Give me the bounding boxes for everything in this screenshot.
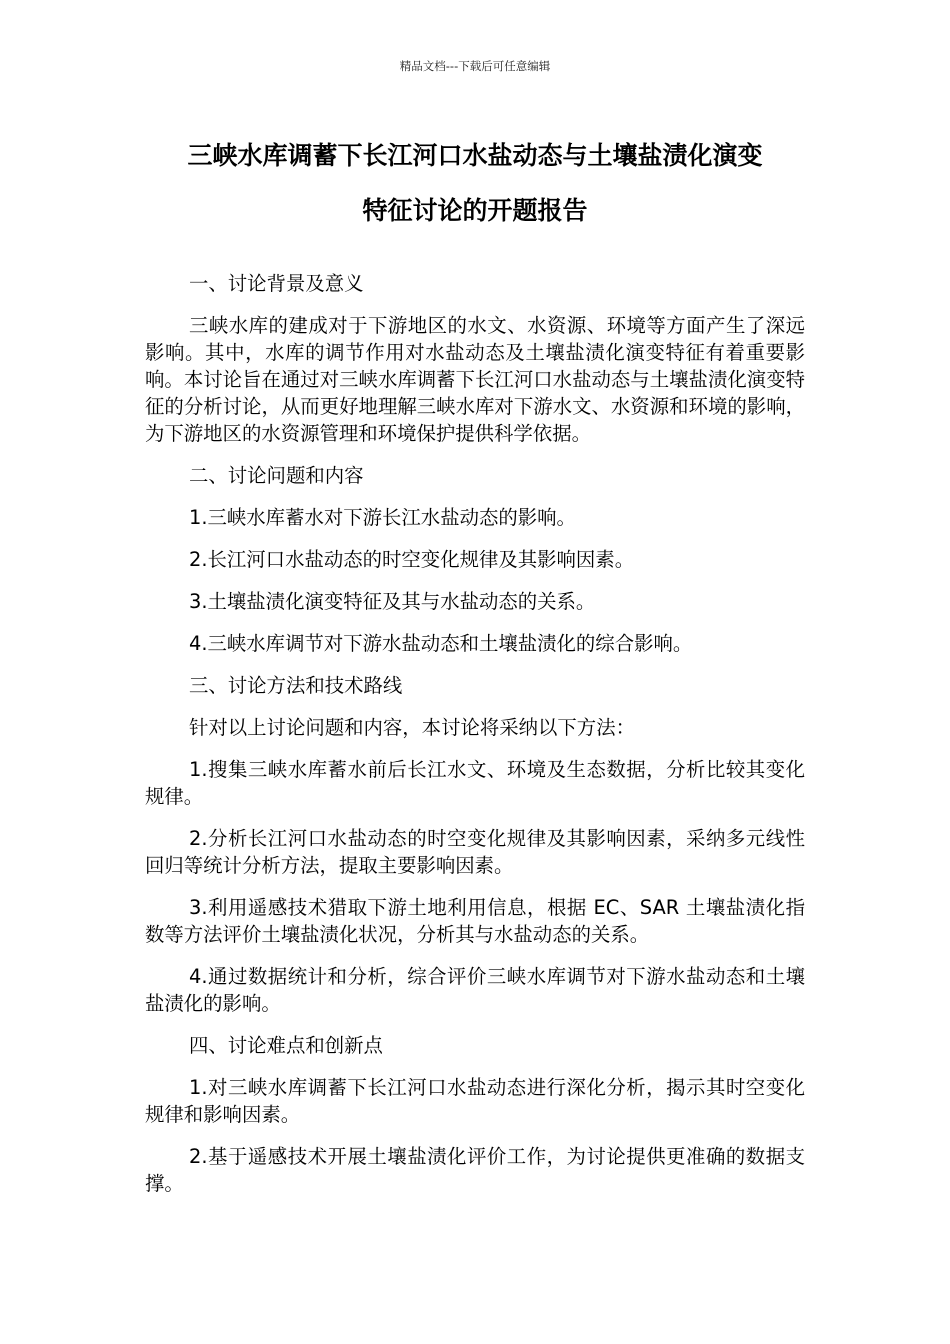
section-heading-innovations: 四、讨论难点和创新点	[189, 1034, 383, 1057]
section-heading-methods: 三、讨论方法和技术路线	[189, 674, 403, 697]
document-title-line-1: 三峡水库调蓄下长江河口水盐动态与土壤盐渍化演变	[187, 141, 763, 170]
background-paragraph: 三峡水库的建成对于下游地区的水文、水资源、环境等方面产生了深远影响。其中，水库的调节作用对水盐动态及土壤盐渍化演变特征有着重要影响。本讨论旨在通过对三峡水库调蓄下长江河口水盐动态与土壤盐渍化演变特征的分析讨论，从而更好地理解三峡水库对下游水文、水资源和环境的影响，为下游地区的水资源管理和环境保护提供科学依据。	[145, 314, 805, 445]
section-heading-background: 一、讨论背景及意义	[189, 272, 364, 295]
question-item: 1.三峡水库蓄水对下游长江水盐动态的影响。	[189, 506, 576, 529]
method-item: 2.分析长江河口水盐动态的时空变化规律及其影响因素，采纳多元线性回归等统计分析方法，提取主要影响因素。	[145, 827, 805, 877]
methods-intro: 针对以上讨论问题和内容，本讨论将采纳以下方法：	[189, 716, 635, 739]
document-title-line-2: 特征讨论的开题报告	[362, 196, 588, 225]
page-header-note: 精品文档---下载后可任意编辑	[399, 59, 551, 73]
method-item: 3.利用遥感技术猎取下游土地利用信息，根据 EC、SAR 土壤盐渍化指数等方法评价土壤盐渍化状况，分析其与水盐动态的关系。	[145, 896, 805, 946]
section-heading-questions: 二、讨论问题和内容	[189, 464, 364, 487]
question-item: 3.土壤盐渍化演变特征及其与水盐动态的关系。	[189, 590, 596, 613]
innovation-item: 1.对三峡水库调蓄下长江河口水盐动态进行深化分析，揭示其时空变化规律和影响因素。	[145, 1076, 805, 1126]
method-item: 1.搜集三峡水库蓄水前后长江水文、环境及生态数据，分析比较其变化规律。	[145, 758, 805, 808]
question-item: 4.三峡水库调节对下游水盐动态和土壤盐渍化的综合影响。	[189, 632, 693, 655]
method-item: 4.通过数据统计和分析，综合评价三峡水库调节对下游水盐动态和土壤盐渍化的影响。	[145, 965, 805, 1015]
question-item: 2.长江河口水盐动态的时空变化规律及其影响因素。	[189, 548, 635, 571]
innovation-item: 2.基于遥感技术开展土壤盐渍化评价工作，为讨论提供更准确的数据支撑。	[145, 1145, 805, 1195]
document-body	[145, 270, 805, 1212]
